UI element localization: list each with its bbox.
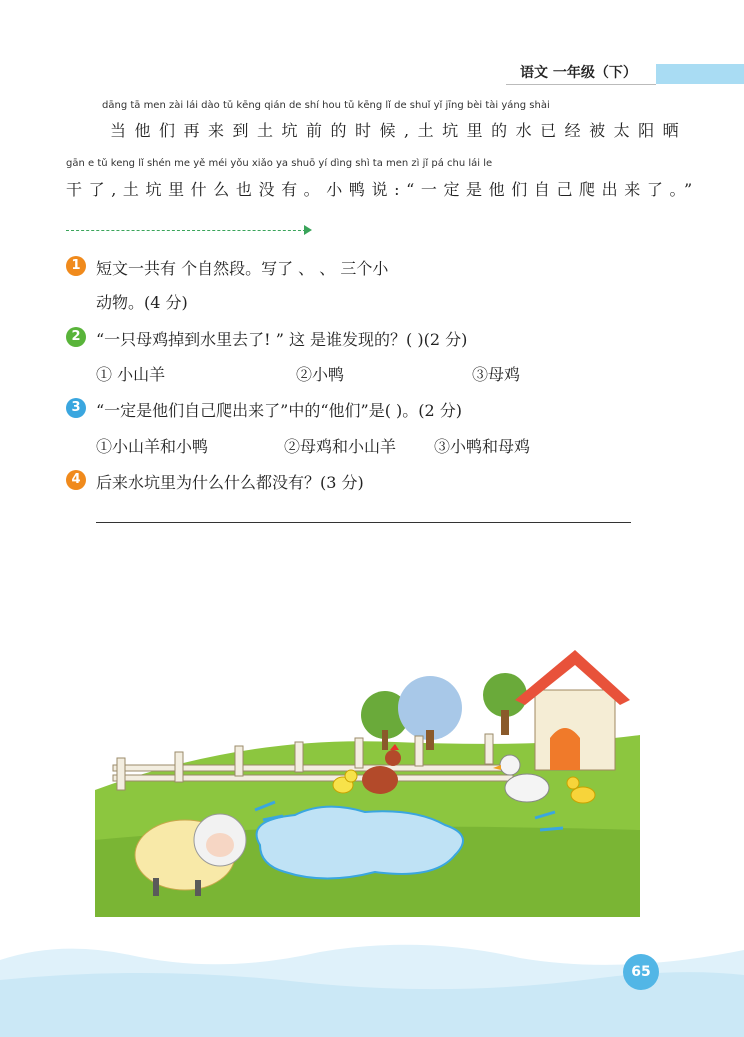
passage-line2-text: 干了,土坑里什么也没有。小鸭说:“一定是他们自己爬出来了。” (66, 180, 699, 199)
bottom-wave-decoration (0, 940, 744, 1037)
question-3-badge: 3 (66, 398, 86, 418)
question-1-badge: 1 (66, 256, 86, 276)
question-2-option-3[interactable]: ③母鸡 (472, 365, 521, 384)
question-4-text: 后来水坑里为什么什么都没有？(3 分) (96, 473, 364, 492)
question-4-badge: 4 (66, 470, 86, 490)
answer-line[interactable] (96, 522, 631, 523)
question-2-badge: 2 (66, 327, 86, 347)
passage-line2-pinyin: gān e tǔ keng lǐ shén me yě méi yǒu xiǎo ya shuō yí dìng shì ta men zì jǐ pá chu lái le (66, 158, 493, 169)
question-3-option-2[interactable]: ②母鸡和小山羊 (284, 437, 397, 456)
page-number: 65 (623, 954, 659, 990)
header-title: 语文 一年级（下） (520, 65, 637, 81)
question-3-option-3[interactable]: ③小鸭和母鸡 (434, 437, 531, 456)
passage-line1-pinyin: dāng tā men zài lái dào tǔ kēng qián de shí hou tǔ kēng lǐ de shuǐ yǐ jīng bèi tài yáng shài (102, 100, 550, 111)
question-1-text-cont: 动物。(4 分) (96, 293, 188, 312)
section-divider (66, 230, 306, 231)
header-underline (506, 84, 656, 85)
question-3-text: “一定是他们自己爬出来了”中的“他们”是( )。(2 分) (96, 401, 463, 420)
question-2-option-1[interactable]: ① 小山羊 (96, 365, 166, 384)
question-2-text: “一只母鸡掉到水里去了! ” 这 是谁发现的？( )(2 分) (96, 330, 468, 349)
passage-line1-text: 当他们再来到土坑前的时候,土坑里的水已经被太阳晒 (110, 121, 688, 140)
arrow-right-icon (304, 225, 312, 235)
question-1-text: 短文一共有 个自然段。写了 、 、 三个小 (96, 259, 389, 278)
header-color-tab (656, 64, 744, 84)
question-2-option-2[interactable]: ②小鸭 (296, 365, 345, 384)
farm-illustration (95, 640, 640, 917)
question-3-option-1[interactable]: ①小山羊和小鸭 (96, 437, 209, 456)
